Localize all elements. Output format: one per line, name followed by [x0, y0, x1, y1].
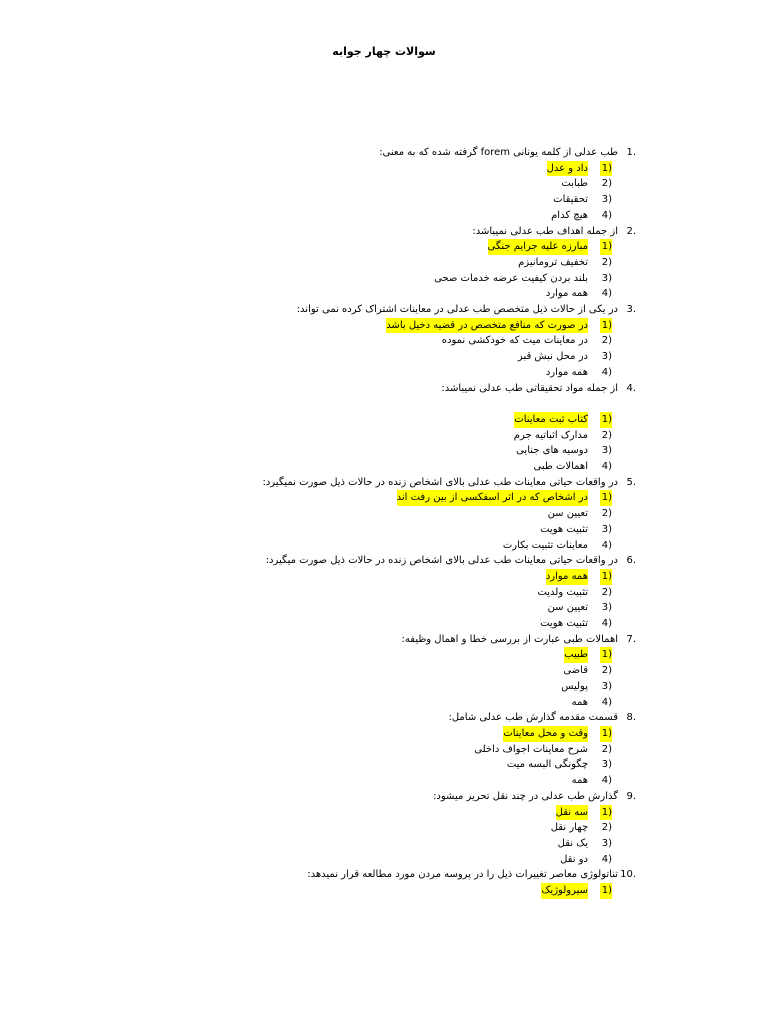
option-number: 2)	[601, 665, 612, 677]
answer-option-highlighted	[76, 726, 636, 742]
question-text: از جمله مواد تحقیقاتی طب عدلی نمیباشد:	[441, 382, 618, 394]
question-line	[76, 553, 636, 569]
option-text: کتاب ثبت معاینات	[514, 412, 588, 428]
option-number: 2)	[601, 508, 612, 520]
question-line	[76, 475, 636, 491]
option-number: 4)	[601, 366, 612, 378]
option-number: 2)	[601, 429, 612, 441]
option-text: تعیین سن	[547, 508, 588, 520]
option-number: 4)	[601, 853, 612, 865]
option-number: 3)	[601, 680, 612, 692]
question-number: 3.	[626, 304, 636, 316]
question-number: 4.	[626, 382, 636, 394]
question-text: تناتولوژی معاصر تغییرات ذیل را در پروسه مردن مورد مطالعه قرار نمیدهد:	[307, 869, 618, 881]
question-8	[76, 710, 636, 789]
option-number: 4)	[601, 288, 612, 300]
answer-option	[76, 742, 636, 758]
answer-option	[76, 333, 636, 349]
question-text: گذارش طب عدلی در چند نقل تحریر میشود:	[433, 790, 618, 802]
option-text: تثبیت هویت	[540, 523, 588, 535]
option-number: 3)	[601, 837, 612, 849]
question-2	[76, 224, 636, 303]
option-text: قاضی	[563, 665, 588, 677]
question-5	[76, 475, 636, 554]
answer-option	[76, 616, 636, 632]
answer-option	[76, 600, 636, 616]
option-text: طبابت	[561, 178, 588, 190]
answer-option	[76, 506, 636, 522]
option-text: بلند بردن کیفیت عرضه خدمات صحی	[434, 272, 588, 284]
answer-option	[76, 255, 636, 271]
answer-option	[76, 443, 636, 459]
answer-option	[76, 773, 636, 789]
answer-option	[76, 349, 636, 365]
answer-option	[76, 820, 636, 836]
option-text: در صورت که منافع متخصص در قضیه دخیل باشد	[386, 318, 588, 334]
answer-option-highlighted	[76, 883, 636, 899]
option-text: چهار نقل	[550, 822, 588, 834]
answer-option	[76, 836, 636, 852]
question-6	[76, 553, 636, 632]
question-line	[76, 302, 636, 318]
option-number: 4)	[601, 618, 612, 630]
answer-option	[76, 852, 636, 868]
question-number: 10.	[620, 869, 636, 881]
question-number: 9.	[626, 790, 636, 802]
answer-option	[76, 271, 636, 287]
option-number: 3)	[601, 445, 612, 457]
option-number: 4)	[601, 209, 612, 221]
option-text: چگونگی البسه میت	[506, 759, 588, 771]
option-text: تثبیت ولدیت	[537, 586, 588, 598]
option-text: تخفیف ترومانیزم	[518, 256, 588, 268]
option-number: 3)	[601, 602, 612, 614]
answer-option	[76, 428, 636, 444]
option-number: 4)	[601, 539, 612, 551]
question-text: در واقعات حیاتی معاینات طب عدلی بالای اشخاص زنده در حالات ذیل صورت میگیرد:	[265, 555, 618, 567]
question-line	[76, 381, 636, 397]
question-line	[76, 867, 636, 883]
option-text: دوسیه های جنایی	[516, 445, 588, 457]
option-number: 1)	[600, 318, 612, 334]
question-number: 1.	[626, 147, 636, 158]
answer-option-highlighted	[76, 239, 636, 255]
option-text: طبیب	[564, 647, 588, 663]
question-text: از جمله اهداف طب عدلی نمیباشد:	[472, 225, 618, 237]
answer-option	[76, 757, 636, 773]
answer-option-highlighted	[76, 647, 636, 663]
option-number: 4)	[601, 696, 612, 708]
option-number: 3)	[601, 351, 612, 363]
option-number: 1)	[600, 239, 612, 255]
question-text: قسمت مقدمه گذارش طب عدلی شامل:	[448, 712, 618, 724]
option-number: 2)	[601, 256, 612, 268]
answer-option	[76, 192, 636, 208]
answer-option	[76, 522, 636, 538]
question-text: اهمالات طبی عبارت از بررسی خطا و اهمال وظیفه:	[401, 633, 618, 645]
option-number: 1)	[600, 161, 612, 177]
option-text: سیرولوژیک	[541, 883, 588, 899]
question-line	[76, 632, 636, 648]
answer-option	[76, 365, 636, 381]
option-number: 2)	[601, 335, 612, 347]
option-number: 2)	[601, 586, 612, 598]
option-number: 2)	[601, 178, 612, 190]
option-number: 1)	[600, 490, 612, 506]
question-line	[76, 224, 636, 240]
option-text: در اشخاص که در اثر اسفکسی از بین رفت اند	[397, 490, 588, 506]
option-text: شرح معاینات اجواف داخلی	[474, 743, 588, 755]
option-text: مدارک اثباتیه جرم	[513, 429, 588, 441]
question-10	[76, 867, 636, 898]
question-1	[76, 145, 636, 224]
option-text: همه موارد	[546, 569, 588, 585]
answer-option-highlighted	[76, 805, 636, 821]
option-text: وقت و محل معاینات	[503, 726, 588, 742]
question-4	[76, 381, 636, 475]
option-number: 3)	[601, 194, 612, 206]
option-text: دو نقل	[560, 853, 588, 865]
answer-option	[76, 663, 636, 679]
option-text: مبارزه علیه جرایم جنگی	[488, 239, 588, 255]
answer-option	[76, 538, 636, 554]
answer-option	[76, 176, 636, 192]
question-line	[76, 710, 636, 726]
answer-option	[76, 208, 636, 224]
option-number: 4)	[601, 775, 612, 787]
option-number: 3)	[601, 759, 612, 771]
option-text: یک نقل	[557, 837, 588, 849]
option-number: 1)	[600, 647, 612, 663]
answer-option	[76, 679, 636, 695]
option-number: 4)	[601, 461, 612, 473]
answer-option-highlighted	[76, 412, 636, 428]
answer-option	[76, 585, 636, 601]
answer-option	[76, 459, 636, 475]
question-number: 2.	[626, 225, 636, 237]
option-number: 1)	[600, 569, 612, 585]
option-number: 2)	[601, 822, 612, 834]
option-number: 2)	[601, 743, 612, 755]
blank-line	[76, 396, 636, 412]
option-text: همه موارد	[545, 288, 588, 300]
question-line	[76, 789, 636, 805]
option-number: 1)	[600, 726, 612, 742]
question-7	[76, 632, 636, 711]
option-text: در معاینات میت که خودکشی نموده	[441, 335, 588, 347]
option-number: 1)	[600, 412, 612, 428]
question-9	[76, 789, 636, 868]
question-line	[76, 145, 636, 161]
option-text: هیچ کدام	[551, 209, 588, 221]
option-text: داد و عدل	[547, 161, 588, 177]
answer-option-highlighted	[76, 318, 636, 334]
option-number: 3)	[601, 272, 612, 284]
question-text: طب عدلی از کلمه یونانی forem گرفته شده که به معنی:	[379, 147, 618, 158]
answer-option-highlighted	[76, 161, 636, 177]
question-number: 6.	[626, 555, 636, 567]
question-number: 7.	[626, 633, 636, 645]
option-text: تثبیت هویت	[540, 618, 588, 630]
option-text: همه	[571, 775, 588, 787]
answer-option-highlighted	[76, 490, 636, 506]
question-list	[76, 145, 636, 899]
question-text: در یکی از حالات ذیل متخصص طب عدلی در معاینات اشتراک کرده نمی تواند:	[296, 304, 618, 316]
answer-option	[76, 286, 636, 302]
option-text: همه موارد	[545, 366, 588, 378]
option-text: تحقیقات	[553, 194, 588, 206]
option-text: تعیین سن	[547, 602, 588, 614]
question-number: 5.	[626, 476, 636, 488]
question-number: 8.	[626, 712, 636, 724]
option-number: 3)	[601, 523, 612, 535]
answer-option-highlighted	[76, 569, 636, 585]
option-text: معاینات تثبیت بکارت	[502, 539, 588, 551]
option-text: سه نقل	[556, 805, 588, 821]
question-3	[76, 302, 636, 381]
option-text: همه	[571, 696, 588, 708]
page-title: سوالات چهار جوابه	[332, 45, 436, 58]
option-text: در محل نبش قبر	[517, 351, 588, 363]
option-number: 1)	[600, 883, 612, 899]
option-text: اهمالات طبی	[533, 461, 588, 473]
answer-option	[76, 695, 636, 711]
option-text: پولیس	[561, 680, 588, 692]
option-number: 1)	[600, 805, 612, 821]
question-text: در واقعات حیاتی معاینات طب عدلی بالای اشخاص زنده در حالات ذیل صورت نمیگیرد:	[262, 476, 618, 488]
